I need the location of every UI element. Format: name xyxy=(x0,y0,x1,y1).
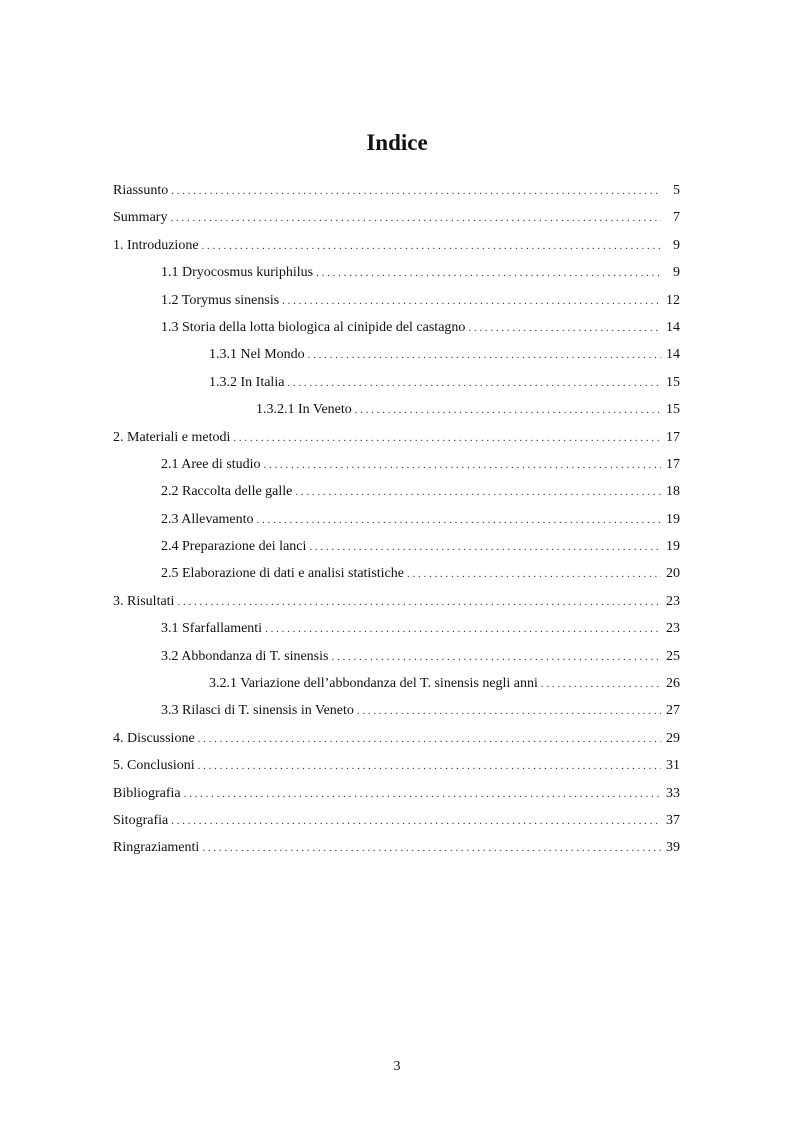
toc-entry-page: 27 xyxy=(666,703,680,719)
toc-entry-bibliografia[interactable] xyxy=(113,784,680,811)
dot-leader xyxy=(233,428,661,448)
toc-entry-sfarfallamenti[interactable] xyxy=(113,619,680,646)
toc-entry-label: 1. Introduzione xyxy=(113,237,199,253)
toc-entry-label: 1.3.2 In Italia xyxy=(209,374,285,390)
toc-entry-aree-studio[interactable] xyxy=(113,455,680,482)
toc-entry-page: 17 xyxy=(666,429,680,445)
dot-leader xyxy=(309,537,661,557)
dot-leader xyxy=(198,756,661,776)
dot-leader xyxy=(316,263,661,283)
toc-entry-page: 14 xyxy=(666,319,680,335)
dot-leader xyxy=(264,455,661,475)
toc-entry-conclusioni[interactable] xyxy=(113,756,680,783)
toc-entry-page: 14 xyxy=(666,347,680,363)
toc-entry-storia-lotta[interactable] xyxy=(113,318,680,345)
toc-entry-page: 33 xyxy=(666,785,680,801)
toc-entry-risultati[interactable] xyxy=(113,592,680,619)
toc-entry-page: 12 xyxy=(666,292,680,308)
toc-entry-abbondanza[interactable] xyxy=(113,647,680,674)
toc-entry-in-italia[interactable] xyxy=(113,373,680,400)
toc-entry-riassunto[interactable] xyxy=(113,181,680,208)
toc-entry-label: 3.3 Rilasci di T. sinensis in Veneto xyxy=(161,703,354,719)
toc-entry-label: Summary xyxy=(113,210,168,226)
dot-leader xyxy=(184,784,661,804)
toc-entry-page: 29 xyxy=(666,730,680,746)
toc-entry-ringraziamenti[interactable] xyxy=(113,838,680,865)
dot-leader xyxy=(171,811,661,831)
toc-entry-preparazione-lanci[interactable] xyxy=(113,537,680,564)
dot-leader xyxy=(308,345,661,365)
toc-entry-materiali-metodi[interactable] xyxy=(113,428,680,455)
dot-leader xyxy=(468,318,661,338)
toc-entry-page: 19 xyxy=(666,511,680,527)
toc-entry-page: 31 xyxy=(666,758,680,774)
dot-leader xyxy=(257,510,661,530)
page-number: 3 xyxy=(393,1059,401,1074)
toc-entry-summary[interactable] xyxy=(113,208,680,235)
toc-entry-page: 5 xyxy=(673,183,680,198)
toc-entry-rilasci-veneto[interactable] xyxy=(113,701,680,728)
toc-entry-label: Sitografia xyxy=(113,812,169,828)
toc-entry-page: 18 xyxy=(666,484,680,500)
toc-entry-label: 2.3 Allevamento xyxy=(161,511,254,527)
toc-entry-label: 5. Conclusioni xyxy=(113,758,195,774)
toc-entry-variazione-abbondanza[interactable] xyxy=(113,674,680,701)
toc-entry-allevamento[interactable] xyxy=(113,510,680,537)
dot-leader xyxy=(170,208,661,228)
toc-entry-page: 9 xyxy=(673,265,680,281)
toc-entry-dryocosmus[interactable] xyxy=(113,263,680,290)
dot-leader xyxy=(541,674,661,694)
dot-leader xyxy=(202,236,661,256)
toc-entry-introduzione[interactable] xyxy=(113,236,680,263)
toc-entry-page: 23 xyxy=(666,621,680,637)
toc-entry-page: 15 xyxy=(666,374,680,390)
toc-entry-page: 20 xyxy=(666,566,680,582)
toc-entry-in-veneto[interactable] xyxy=(113,400,680,427)
toc-entry-raccolta-galle[interactable] xyxy=(113,482,680,509)
dot-leader xyxy=(295,482,661,502)
toc-entry-page: 9 xyxy=(673,237,680,253)
dot-leader xyxy=(355,400,661,420)
toc-entry-page: 39 xyxy=(666,840,680,856)
toc-entry-label: 2.5 Elaborazione di dati e analisi statistiche xyxy=(161,566,404,582)
dot-leader xyxy=(171,181,661,201)
toc-entry-label: 2.2 Raccolta delle galle xyxy=(161,484,293,500)
toc-entry-label: 3.2.1 Variazione dell’abbondanza del T. sinensis negli anni xyxy=(209,676,538,692)
toc-entry-label: 1.2 Torymus sinensis xyxy=(161,292,280,308)
toc-entry-page: 25 xyxy=(666,648,680,664)
toc-entry-page: 15 xyxy=(666,402,680,418)
toc-entry-label: 2. Materiali e metodi xyxy=(113,429,231,445)
toc-entry-label: 1.1 Dryocosmus kuriphilus xyxy=(161,265,314,281)
toc-entry-label: Riassunto xyxy=(113,183,169,198)
toc-entry-label: 3.2 Abbondanza di T. sinensis xyxy=(161,648,329,664)
dot-leader xyxy=(407,564,661,584)
toc-entry-label: Ringraziamenti xyxy=(113,840,200,856)
toc-entry-nel-mondo[interactable] xyxy=(113,345,680,372)
toc-entry-label: 3.1 Sfarfallamenti xyxy=(161,621,263,637)
dot-leader xyxy=(265,619,661,639)
toc-entry-page: 17 xyxy=(666,456,680,472)
toc-entry-label: 1.3.2.1 In Veneto xyxy=(256,402,352,418)
page-title: Indice xyxy=(366,130,428,156)
table-of-contents xyxy=(113,181,680,866)
toc-entry-page: 26 xyxy=(666,676,680,692)
toc-entry-discussione[interactable] xyxy=(113,729,680,756)
toc-entry-elaborazione-dati[interactable] xyxy=(113,564,680,591)
dot-leader xyxy=(331,647,661,667)
toc-entry-label: 2.1 Aree di studio xyxy=(161,456,261,472)
toc-entry-label: 1.3.1 Nel Mondo xyxy=(209,347,305,363)
dot-leader xyxy=(177,592,661,612)
toc-entry-label: 2.4 Preparazione dei lanci xyxy=(161,539,307,555)
dot-leader xyxy=(198,729,661,749)
toc-entry-page: 7 xyxy=(673,210,680,226)
dot-leader xyxy=(282,291,661,311)
toc-entry-page: 37 xyxy=(666,812,680,828)
toc-entry-torymus[interactable] xyxy=(113,291,680,318)
toc-entry-label: 4. Discussione xyxy=(113,730,195,746)
toc-entry-sitografia[interactable] xyxy=(113,811,680,838)
toc-entry-label: Bibliografia xyxy=(113,785,181,801)
toc-entry-page: 19 xyxy=(666,539,680,555)
dot-leader xyxy=(202,838,661,858)
toc-entry-page: 23 xyxy=(666,593,680,609)
toc-entry-label: 3. Risultati xyxy=(113,593,175,609)
dot-leader xyxy=(287,373,661,393)
dot-leader xyxy=(357,701,661,721)
toc-entry-label: 1.3 Storia della lotta biologica al cinipide del castagno xyxy=(161,319,466,335)
